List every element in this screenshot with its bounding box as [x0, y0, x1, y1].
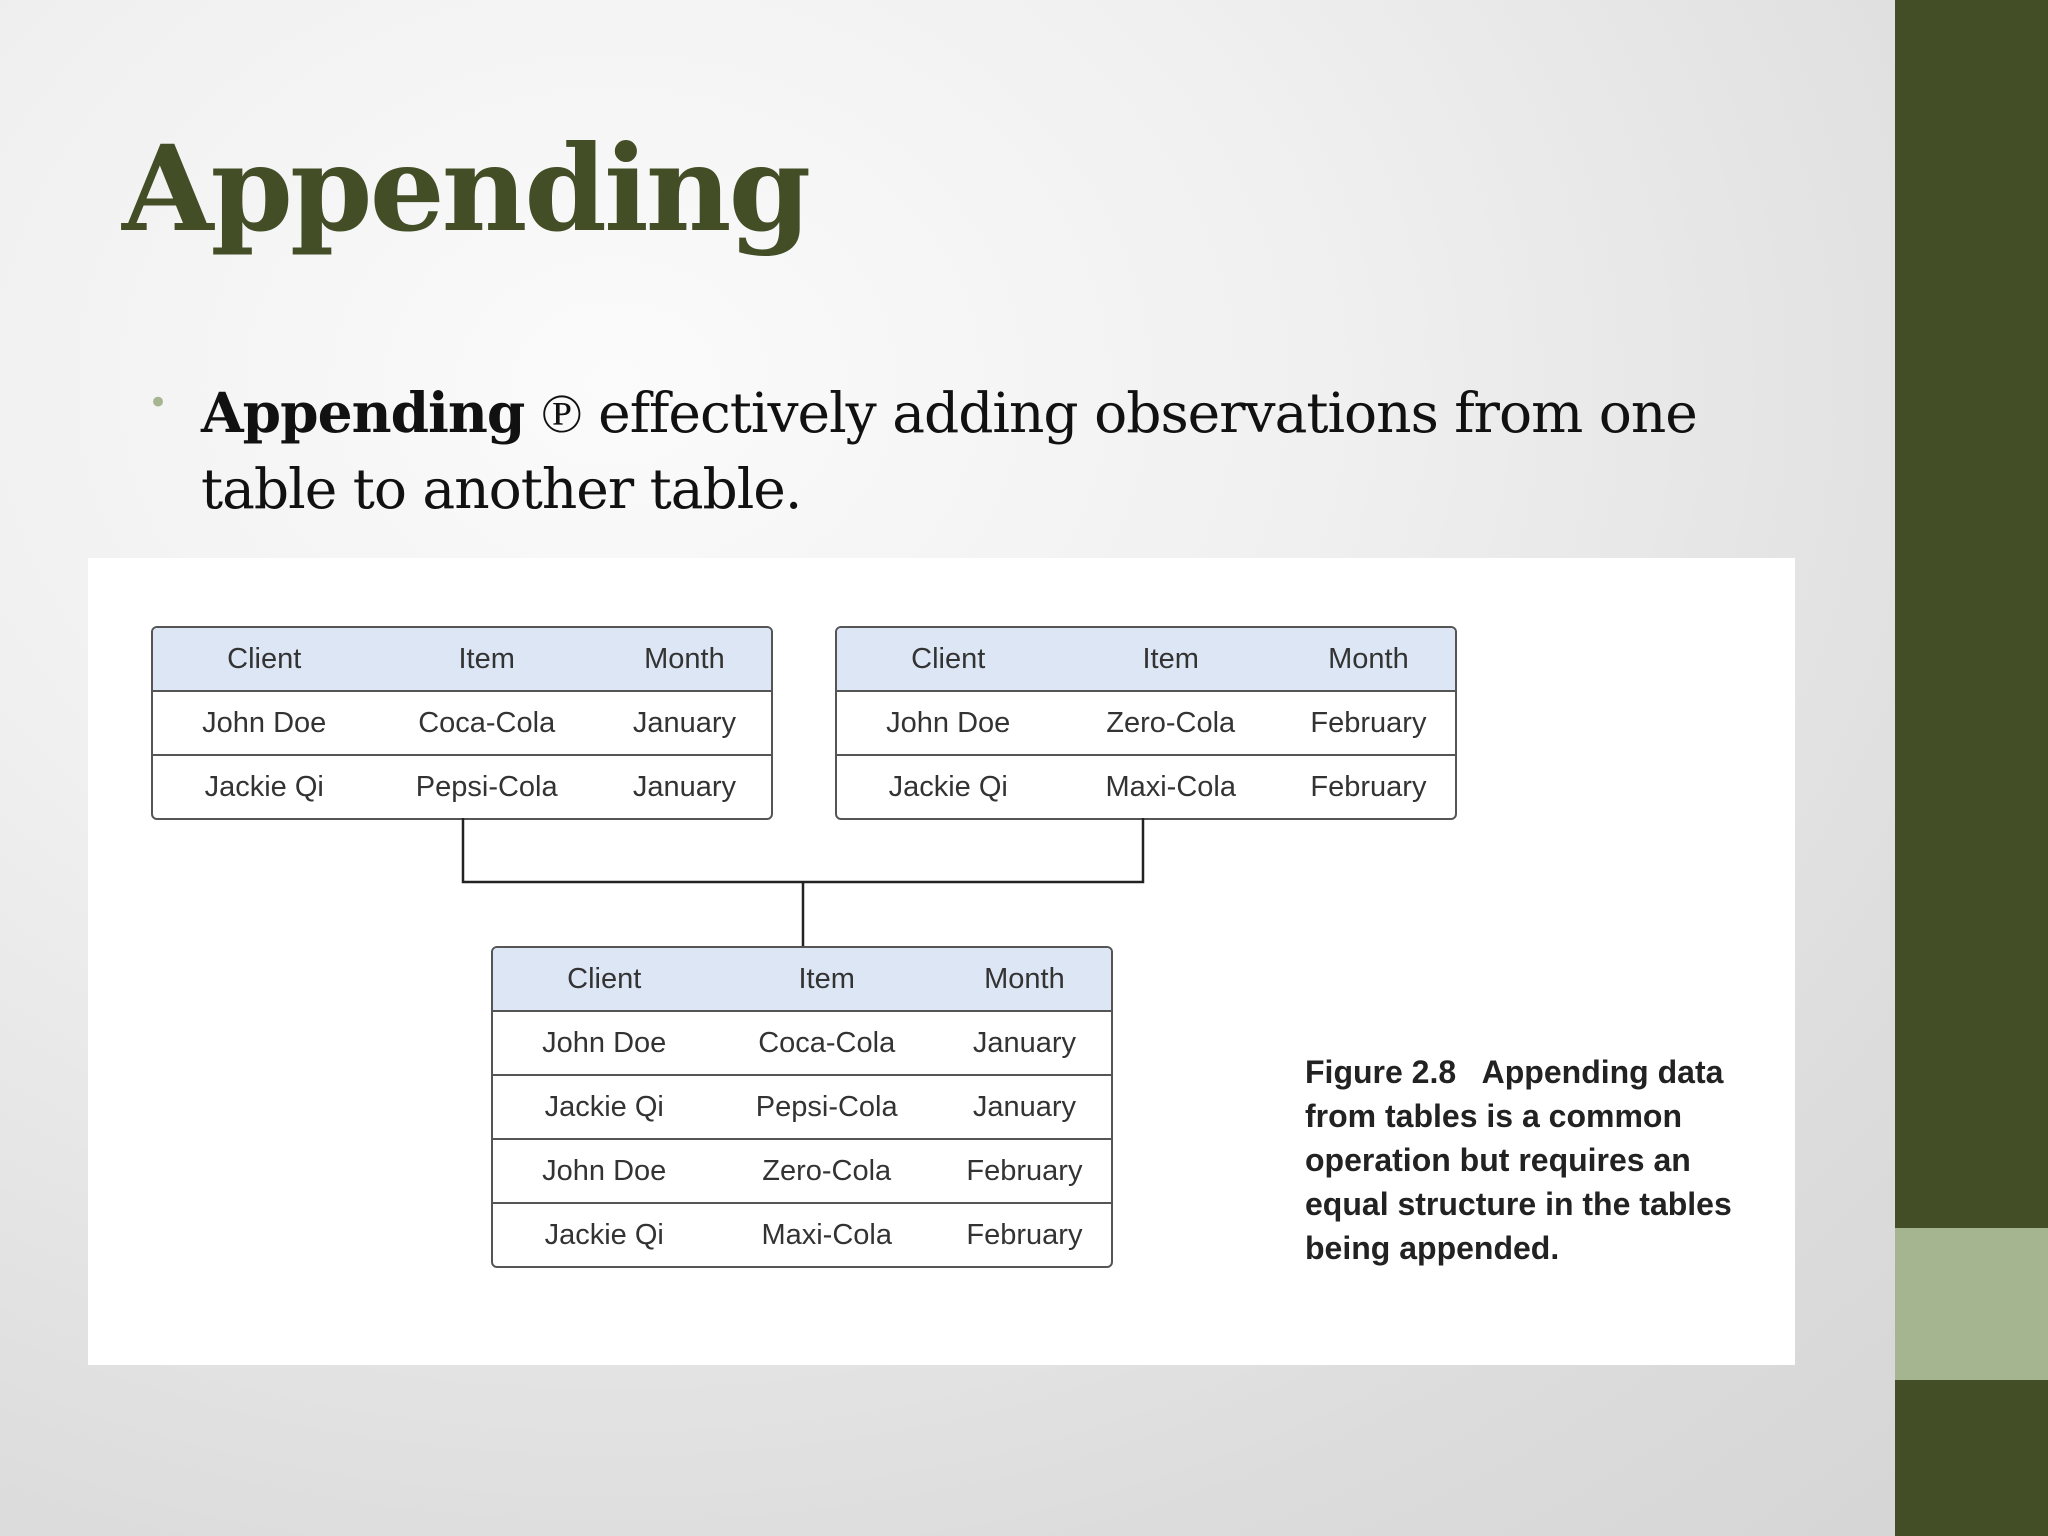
- table-cell: February: [966, 1154, 1083, 1187]
- connector-line: [463, 818, 1143, 946]
- table-cell: February: [966, 1218, 1083, 1251]
- header-cell: Client: [911, 642, 986, 675]
- header-cell: Item: [798, 962, 855, 995]
- table-cell: John Doe: [542, 1154, 667, 1187]
- table-cell: Jackie Qi: [544, 1090, 664, 1123]
- table-cell: John Doe: [542, 1026, 667, 1059]
- table-cell: January: [972, 1090, 1077, 1123]
- table-row: [493, 1202, 1111, 1266]
- header-cell: Item: [458, 642, 515, 675]
- table-cell: Maxi-Cola: [1105, 770, 1236, 803]
- table-cell: Coca-Cola: [418, 706, 556, 739]
- table-cell: February: [1310, 706, 1427, 739]
- header-cell: Month: [644, 642, 725, 675]
- bullet-symbol: ℗: [540, 381, 582, 445]
- table-cell: Coca-Cola: [758, 1026, 896, 1059]
- bullet-dot-icon: •: [148, 383, 169, 423]
- table-cell: Jackie Qi: [544, 1218, 664, 1251]
- table-cell: February: [1310, 770, 1427, 803]
- table-cell: January: [632, 770, 737, 803]
- caption-label: Figure 2.8: [1305, 1054, 1457, 1090]
- table-cell: Maxi-Cola: [761, 1218, 892, 1251]
- table-row: [493, 1010, 1111, 1074]
- table-cell: Jackie Qi: [204, 770, 324, 803]
- table-cell: Jackie Qi: [888, 770, 1008, 803]
- caption-text: Appending data from tables is a common operation but requires an equal structure in the tables being appended.: [1305, 1054, 1732, 1266]
- header-cell: Item: [1142, 642, 1199, 675]
- table-cell: Zero-Cola: [1106, 706, 1236, 739]
- table-row: [493, 1074, 1111, 1138]
- header-cell: Client: [227, 642, 302, 675]
- table-cell: John Doe: [886, 706, 1011, 739]
- header-cell: Month: [984, 962, 1065, 995]
- table-row: [493, 1138, 1111, 1202]
- header-cell: Month: [1328, 642, 1409, 675]
- bullet-description: effectively adding observations from one table to another table.: [201, 381, 1697, 521]
- slide-title: Appending: [122, 119, 809, 258]
- header-cell: Client: [567, 962, 642, 995]
- result-table: [491, 946, 1113, 1268]
- table-cell: Zero-Cola: [762, 1154, 892, 1187]
- table-cell: John Doe: [202, 706, 327, 739]
- table-cell: Pepsi-Cola: [755, 1090, 898, 1123]
- table-cell: Pepsi-Cola: [415, 770, 558, 803]
- table-cell: January: [972, 1026, 1077, 1059]
- figure-caption: [1305, 1050, 1775, 1270]
- bullet-term: Appending: [201, 380, 525, 445]
- table-cell: January: [632, 706, 737, 739]
- table-header-row: [493, 948, 1111, 1010]
